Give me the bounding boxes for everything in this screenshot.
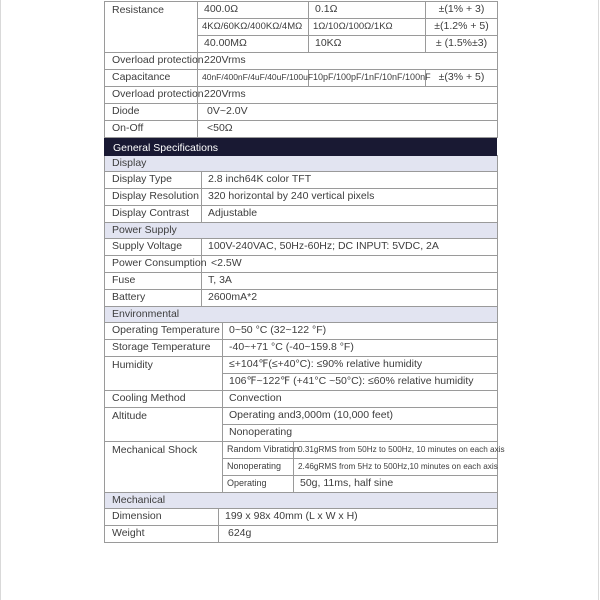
table-row xyxy=(105,323,498,340)
spec-label: Display Contrast xyxy=(105,206,202,223)
spec-value: 220Vrms xyxy=(198,53,498,70)
spec-value: 0.31gRMS from 50Hz to 500Hz, 10 minutes on each axis xyxy=(294,442,498,459)
spec-resolution: 10KΩ xyxy=(309,36,426,53)
spec-value: ≤+104℉(≤+40°C): ≤90% relative humidity xyxy=(223,357,498,374)
spec-accuracy: ±(1.2% + 5) xyxy=(426,19,498,36)
spec-label: Operating Temperature xyxy=(105,323,223,340)
spec-label: Storage Temperature xyxy=(105,340,223,357)
table-row xyxy=(105,223,498,239)
spec-label-capacitance: Capacitance xyxy=(105,70,198,87)
table-row xyxy=(105,391,498,408)
spec-value: <50Ω xyxy=(198,121,498,138)
spec-label: Cooling Method xyxy=(105,391,223,408)
spec-value: 100V-240VAC, 50Hz-60Hz; DC INPUT: 5VDC, 2A xyxy=(202,239,498,256)
spec-value: 199 x 98x 40mm (L x W x H) xyxy=(219,509,498,526)
spec-value: 220Vrms xyxy=(198,87,498,104)
table-row xyxy=(105,442,498,459)
spec-label: Battery xyxy=(105,290,202,307)
measurement-table xyxy=(104,1,498,138)
section-header-power-supply: Power Supply xyxy=(105,223,498,239)
spec-label: Weight xyxy=(105,526,219,543)
spec-label: Display Resolution xyxy=(105,189,202,206)
spec-resolution: 10pF/100pF/1nF/10nF/100nF xyxy=(309,70,426,87)
spec-value: 0V~2.0V xyxy=(198,104,498,121)
table-row xyxy=(105,121,498,138)
spec-accuracy: ± (1.5%±3) xyxy=(426,36,498,53)
spec-range: 40nF/400nF/4uF/40uF/100uF xyxy=(198,70,309,87)
spec-value: T, 3A xyxy=(202,273,498,290)
spec-accuracy: ±(1% + 3) xyxy=(426,2,498,19)
spec-label-on-off: On-Off xyxy=(105,121,198,138)
table-row xyxy=(105,357,498,374)
spec-label: Supply Voltage xyxy=(105,239,202,256)
spec-range: 4KΩ/60KΩ/400KΩ/4MΩ xyxy=(198,19,309,36)
table-row xyxy=(105,189,498,206)
spec-accuracy: ±(3% + 5) xyxy=(426,70,498,87)
spec-label: Display Type xyxy=(105,172,202,189)
spec-label-diode: Diode xyxy=(105,104,198,121)
spec-value: Convection xyxy=(223,391,498,408)
spec-value: Operating and3,000m (10,000 feet) xyxy=(223,408,498,425)
mechanical-table xyxy=(104,492,498,543)
table-row xyxy=(105,206,498,223)
table-row xyxy=(105,70,498,87)
spec-condition: Random Vibration xyxy=(223,442,294,459)
spec-label-altitude: Altitude xyxy=(105,408,223,442)
spec-range: 40.00MΩ xyxy=(198,36,309,53)
table-row xyxy=(105,239,498,256)
table-row xyxy=(105,307,498,323)
table-row xyxy=(105,156,498,172)
table-row xyxy=(105,87,498,104)
spec-resolution: 1Ω/10Ω/100Ω/1KΩ xyxy=(309,19,426,36)
section-header-general-specifications: General Specifications xyxy=(104,138,497,156)
table-row xyxy=(105,172,498,189)
environmental-table xyxy=(104,306,505,493)
section-header-display: Display xyxy=(105,156,498,172)
spec-label: Power Consumption xyxy=(105,256,202,273)
spec-resolution: 0.1Ω xyxy=(309,2,426,19)
spec-label-mechanical-shock: Mechanical Shock xyxy=(105,442,223,493)
spec-label-overload-protection: Overload protection xyxy=(105,87,198,104)
spec-value: <2.5W xyxy=(202,256,498,273)
spec-label: Fuse xyxy=(105,273,202,290)
spec-label-resistance: Resistance xyxy=(105,2,198,53)
section-header-mechanical: Mechanical xyxy=(105,493,498,509)
image-left-edge-line xyxy=(0,0,1,600)
table-row xyxy=(105,256,498,273)
image-right-edge-line xyxy=(598,0,599,600)
table-row xyxy=(105,408,498,425)
spec-value: 320 horizontal by 240 vertical pixels xyxy=(202,189,498,206)
spec-value: 0~50 °C (32~122 °F) xyxy=(223,323,498,340)
table-row xyxy=(105,2,498,19)
table-row xyxy=(105,104,498,121)
spec-condition: Nonoperating xyxy=(223,459,294,476)
spec-value: Adjustable xyxy=(202,206,498,223)
section-header-environmental: Environmental xyxy=(105,307,498,323)
spec-condition: Operating xyxy=(223,476,294,493)
table-row xyxy=(105,509,498,526)
spec-value: 2.8 inch64K color TFT xyxy=(202,172,498,189)
table-row xyxy=(105,340,498,357)
spec-value: Nonoperating xyxy=(223,425,498,442)
specification-table xyxy=(104,1,505,543)
table-row xyxy=(105,526,498,543)
spec-range: 400.0Ω xyxy=(198,2,309,19)
table-row xyxy=(105,493,498,509)
spec-label: Dimension xyxy=(105,509,219,526)
spec-value: 106℉~122℉ (+41°C ~50°C): ≤60% relative humidity xyxy=(223,374,498,391)
spec-value: -40~+71 °C (-40~159.8 °F) xyxy=(223,340,498,357)
spec-value: 624g xyxy=(219,526,498,543)
spec-value: 2600mA*2 xyxy=(202,290,498,307)
table-row xyxy=(105,290,498,307)
table-row xyxy=(105,273,498,290)
spec-value: 50g, 11ms, half sine xyxy=(294,476,498,493)
spec-label-humidity: Humidity xyxy=(105,357,223,391)
general-table xyxy=(104,155,498,307)
table-row xyxy=(105,53,498,70)
spec-label-overload-protection: Overload protection xyxy=(105,53,198,70)
spec-value: 2.46gRMS from 5Hz to 500Hz,10 minutes on each axis xyxy=(294,459,498,476)
